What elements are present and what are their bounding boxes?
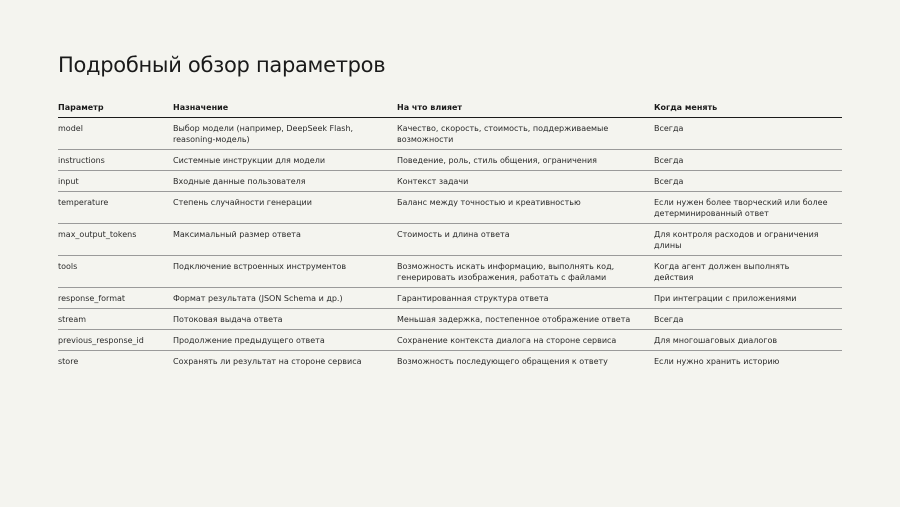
- cell-when-to-change: Для многошаговых диалогов: [654, 330, 842, 351]
- cell-when-to-change: Для контроля расходов и ограничения длины: [654, 224, 842, 256]
- cell-when-to-change: Всегда: [654, 118, 842, 150]
- table-header-row: [58, 97, 842, 118]
- cell-affects: Качество, скорость, стоимость, поддерживаемые возможности: [397, 118, 654, 150]
- cell-parameter: instructions: [58, 150, 173, 171]
- cell-when-to-change: Всегда: [654, 171, 842, 192]
- cell-affects: Возможность искать информацию, выполнять код, генерировать изображения, работать с файлами: [397, 256, 654, 288]
- cell-purpose: Степень случайности генерации: [173, 192, 397, 224]
- table-row: [58, 224, 842, 256]
- cell-purpose: Подключение встроенных инструментов: [173, 256, 397, 288]
- cell-parameter: model: [58, 118, 173, 150]
- table-body: [58, 118, 842, 372]
- table-row: [58, 118, 842, 150]
- cell-when-to-change: Если нужен более творческий или более детерминированный ответ: [654, 192, 842, 224]
- table-row: [58, 351, 842, 372]
- cell-when-to-change: Когда агент должен выполнять действия: [654, 256, 842, 288]
- cell-purpose: Формат результата (JSON Schema и др.): [173, 288, 397, 309]
- header-purpose: Назначение: [173, 97, 397, 118]
- cell-when-to-change: Если нужно хранить историю: [654, 357, 780, 366]
- cell-affects: Баланс между точностью и креативностью: [397, 192, 654, 224]
- cell-affects: Сохранение контекста диалога на стороне сервиса: [397, 330, 654, 351]
- cell-parameter: store: [58, 357, 79, 366]
- table-row: [58, 171, 842, 192]
- cell-parameter: temperature: [58, 192, 173, 224]
- cell-parameter: max_output_tokens: [58, 224, 173, 256]
- cell-when-to-change: При интеграции с приложениями: [654, 288, 842, 309]
- cell-affects: Поведение, роль, стиль общения, ограничения: [397, 150, 654, 171]
- cell-parameter: input: [58, 171, 173, 192]
- cell-purpose: Максимальный размер ответа: [173, 224, 397, 256]
- cell-purpose: Выбор модели (например, DeepSeek Flash, reasoning-модель): [173, 118, 397, 150]
- table-row: [58, 192, 842, 224]
- cell-parameter: response_format: [58, 288, 173, 309]
- table-row: [58, 330, 842, 351]
- table-row: [58, 288, 842, 309]
- cell-purpose: Потоковая выдача ответа: [173, 309, 397, 330]
- page-title: Подробный обзор параметров: [58, 53, 386, 77]
- cell-affects: Гарантированная структура ответа: [397, 288, 654, 309]
- cell-parameter: previous_response_id: [58, 330, 173, 351]
- parameters-table: [58, 97, 842, 371]
- cell-parameter: stream: [58, 309, 173, 330]
- table-row: [58, 309, 842, 330]
- cell-parameter: tools: [58, 256, 173, 288]
- cell-when-to-change: Всегда: [654, 150, 842, 171]
- header-when-to-change: Когда менять: [654, 97, 842, 118]
- cell-purpose: Входные данные пользователя: [173, 171, 397, 192]
- header-affects: На что влияет: [397, 97, 654, 118]
- cell-when-to-change: Всегда: [654, 309, 842, 330]
- header-parameter: Параметр: [58, 97, 173, 118]
- table-row: [58, 150, 842, 171]
- table-row: [58, 256, 842, 288]
- cell-purpose: Сохранять ли результат на стороне сервиса: [173, 357, 362, 366]
- cell-affects: Меньшая задержка, постепенное отображение ответа: [397, 309, 654, 330]
- cell-purpose: Системные инструкции для модели: [173, 150, 397, 171]
- cell-affects: Стоимость и длина ответа: [397, 224, 654, 256]
- cell-affects: Контекст задачи: [397, 171, 654, 192]
- cell-affects: Возможность последующего обращения к ответу: [397, 357, 608, 366]
- cell-purpose: Продолжение предыдущего ответа: [173, 330, 397, 351]
